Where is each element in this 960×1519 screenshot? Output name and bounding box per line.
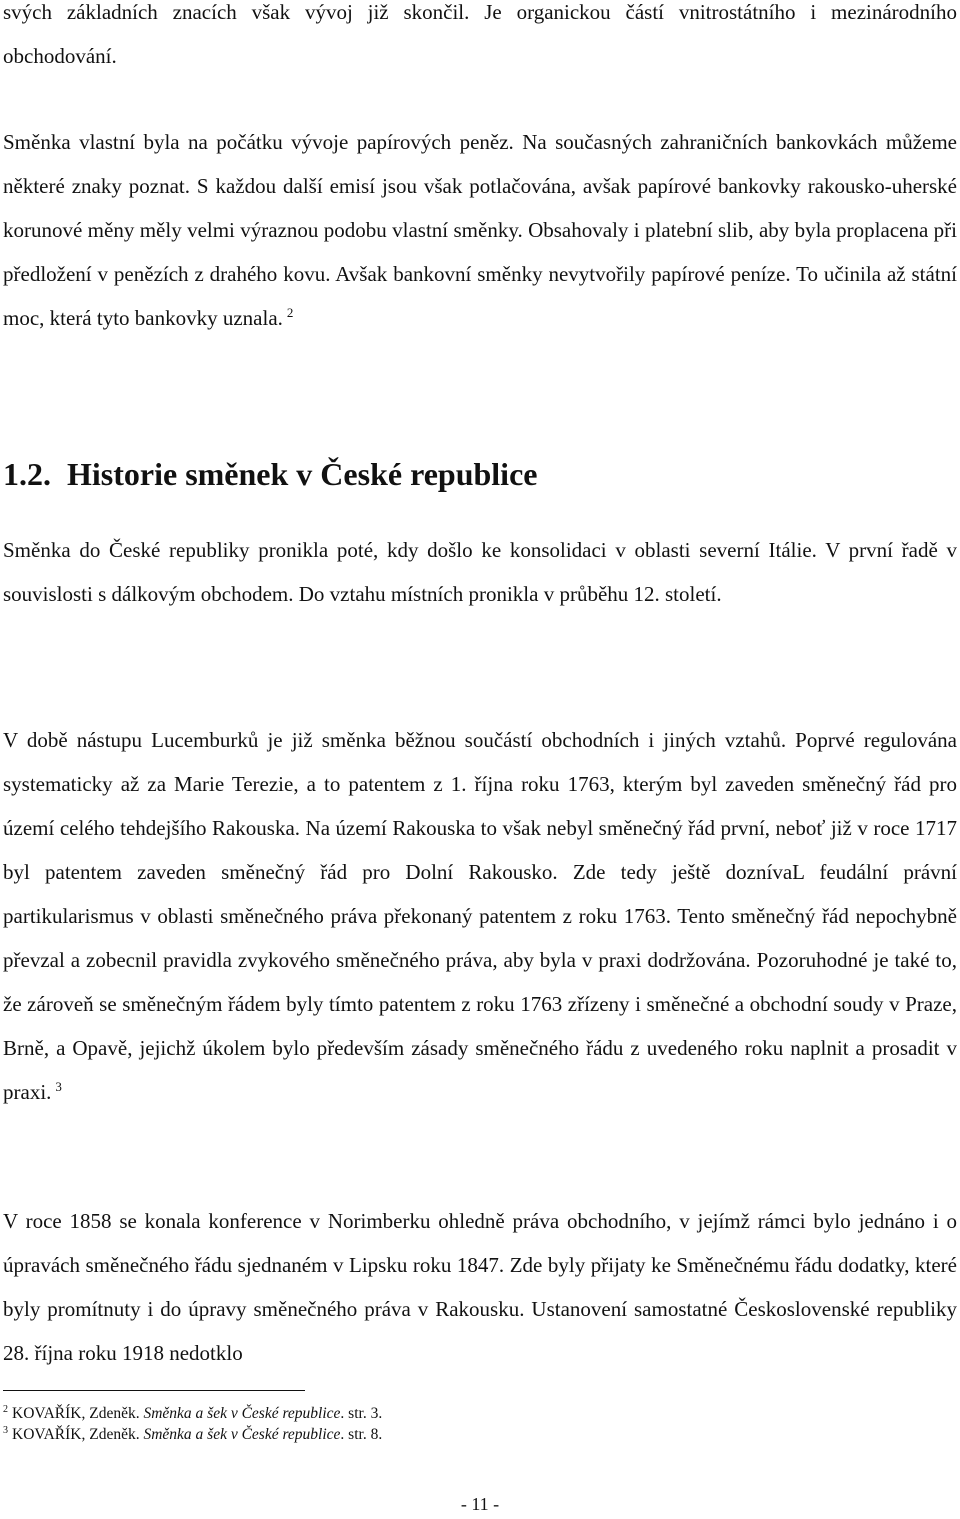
footnote-3: [3, 1425, 382, 1445]
footnote-title: Směnka a šek v České republice: [143, 1426, 341, 1443]
paragraph-luxembourg-era: [3, 718, 957, 1114]
footnote-separator: [3, 1390, 305, 1391]
footnote-pages: . str. 8.: [340, 1426, 383, 1443]
paragraph-text: V době nástupu Lucemburků je již směnka běžnou součástí obchodních i jiných vztahů. Poprvé regulována systematicky až za Marie Terezie, a to patentem z 1. října roku 1763, kterým byl zaveden směnečný řád pro území celého tehdejšího Rakouska. Na území Rakouska to však nebyl směnečný řád první, neboť již v roce 1717 byl patentem zaveden směnečný řád pro Dolní Rakousko. Zde tedy ještě doznívaL feudální právní partikularismus v oblasti směnečného práva překonaný patentem z roku 1763. Tento směnečný řád nepochybně převzal a zobecnil pravidla zvykového směnečného práva, aby byla v praxi dodržována. Pozoruhodné je také to, že zároveň se směnečným řádem byly tímto patentem z roku 1763 zřízeny i směnečné a obchodní soudy v Praze, Brně, a Opavě, jejichž úkolem bylo především zásady směnečného řádu z uvedeného roku naplnit a prosadit v praxi.: [3, 728, 957, 1104]
paragraph-intro-continuation: [3, 0, 957, 78]
paragraph-bill-banknotes: [3, 120, 957, 340]
footnote-reference[interactable]: 2: [286, 305, 294, 320]
paragraph-text: Směnka vlastní byla na počátku vývoje papírových peněz. Na současných zahraničních bankovkách můžeme některé znaky poznat. S každou další emisí jsou však potlačována, avšak papírové bankovky rakousko-uherské korunové měny měly velmi výraznou podobu vlastní směnky. Obsahovaly i platební slib, aby byla proplacena při předložení v penězích z drahého kovu. Avšak bankovní směnky nevytvořily papírové peníze. To učinila až státní moc, která tyto bankovky uznala.: [3, 130, 957, 330]
section-title: Historie směnek v České republice: [67, 456, 538, 492]
paragraph-arrival-in-czech: [3, 528, 957, 616]
footnote-author: KOVAŘÍK, Zdeněk.: [12, 1405, 140, 1422]
paragraph-text: Směnka do České republiky pronikla poté, kdy došlo ke konsolidaci v oblasti severní Itálie. V první řadě v souvislosti s dálkovým obchodem. Do vztahu místních pronikla v průběhu 12. století.: [3, 538, 957, 606]
footnote-2: [3, 1404, 382, 1424]
paragraph-nuremberg-conference: [3, 1199, 957, 1375]
footnote-mark: 3: [3, 1424, 8, 1436]
paragraph-text: V roce 1858 se konala konference v Norimberku ohledně práva obchodního, v jejímž rámci bylo jednáno i o úpravách směnečného řádu sjednaném v Lipsku roku 1847. Zde byly přijaty ke Směnečnému řádu dodatky, které byly promítnuty i do úpravy směnečného práva v Rakousku. Ustanovení samostatné Československé republiky 28. října roku 1918 nedotklo: [3, 1209, 957, 1365]
footnote-reference[interactable]: 3: [55, 1079, 62, 1094]
footnote-author: KOVAŘÍK, Zdeněk.: [12, 1426, 140, 1443]
footnote-pages: . str. 3.: [340, 1405, 383, 1422]
section-number: 1.2.: [3, 456, 51, 492]
footnote-mark: 2: [3, 1403, 8, 1415]
page-number: - 11 -: [460, 1494, 500, 1514]
section-heading: [3, 452, 537, 496]
footnote-title: Směnka a šek v České republice: [143, 1405, 341, 1422]
paragraph-text: svých základních znacích však vývoj již skončil. Je organickou částí vnitrostátního i mezinárodního obchodování.: [3, 0, 957, 68]
